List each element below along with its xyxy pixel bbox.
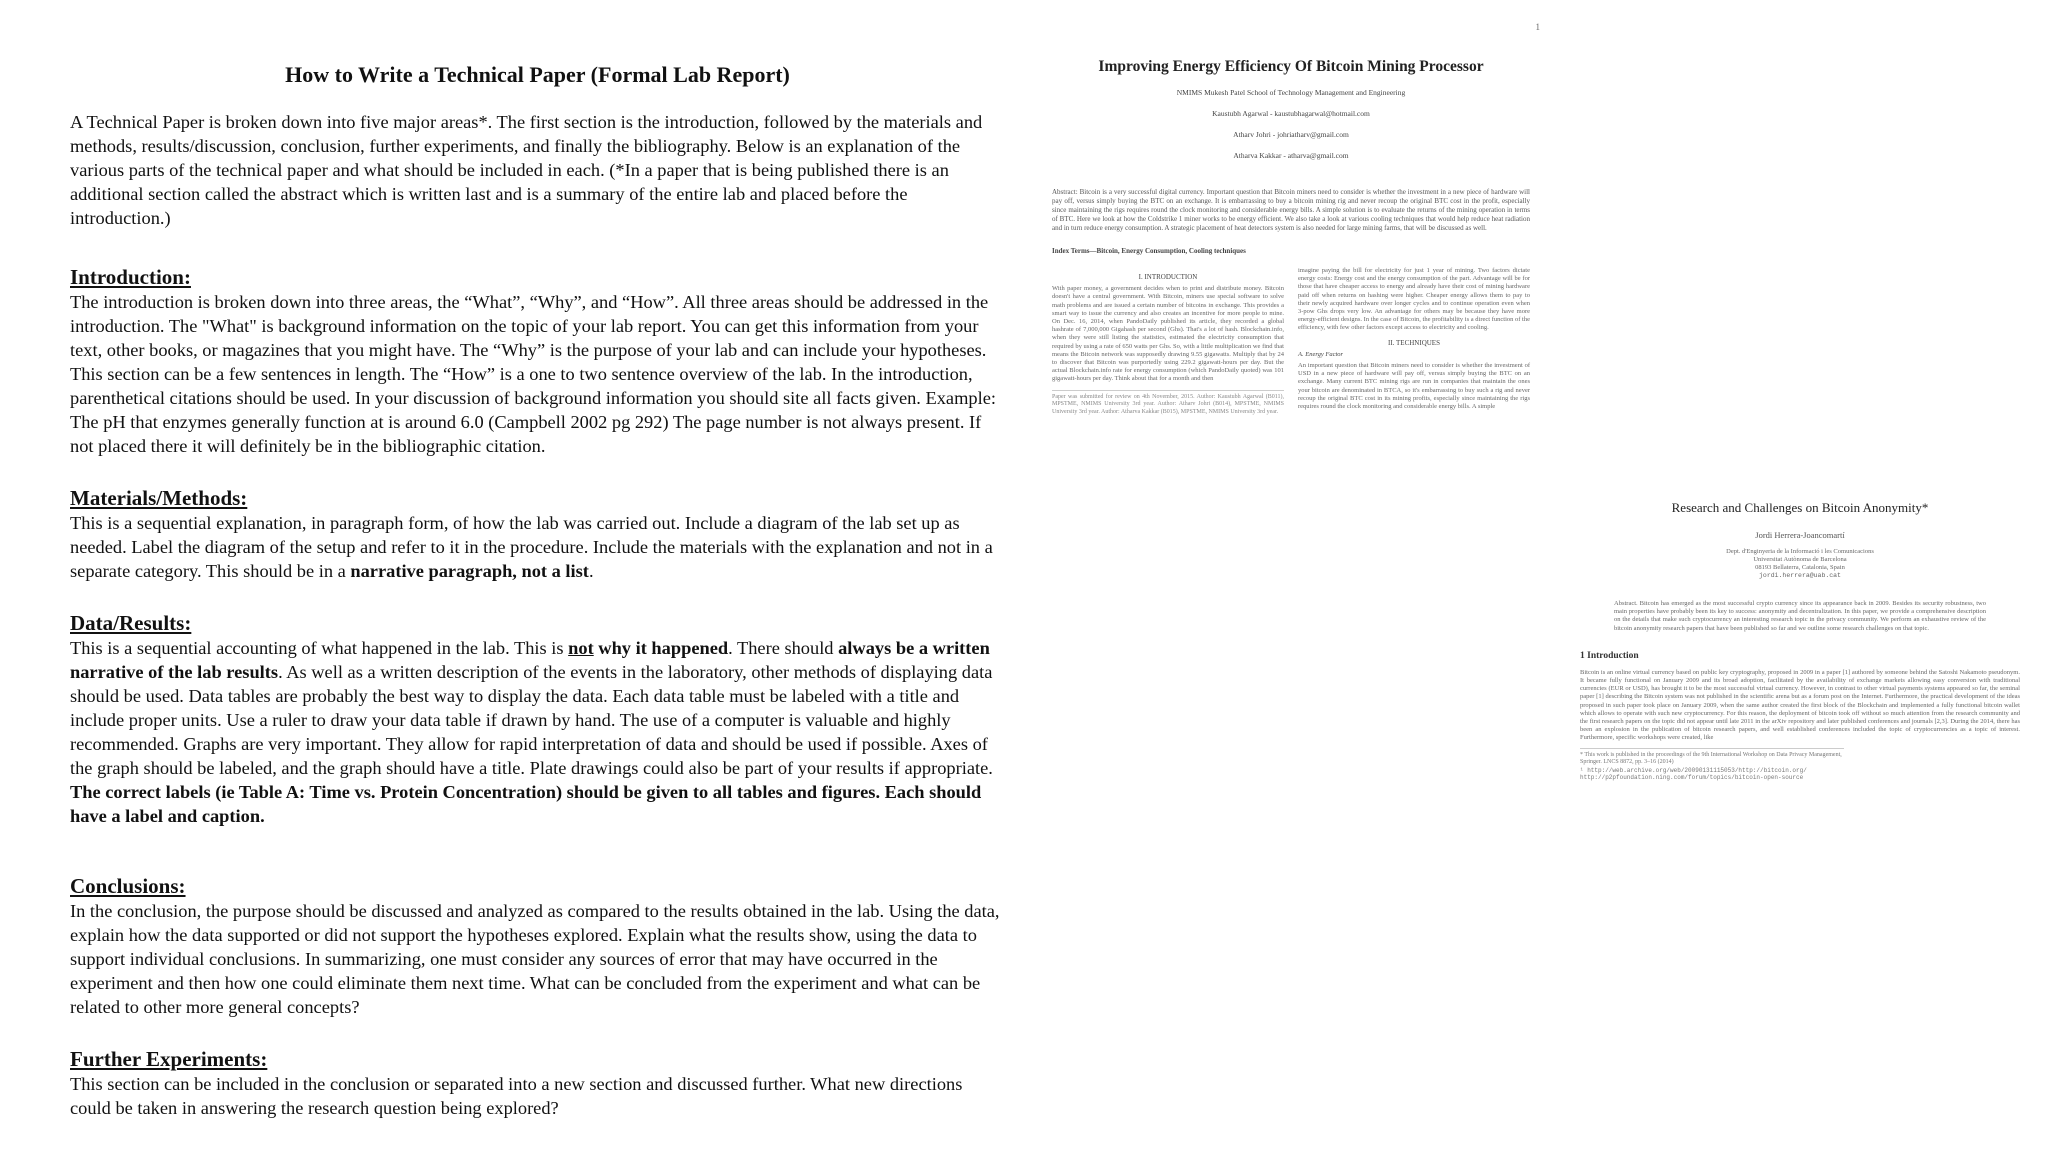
section-body: Bitcoin is an online virtual currency based on public key cryptography, proposed in 2009 in a paper [1] authored by someone behind the Satoshi Nakamoto pseudonym. It became fully functional on January 2009 and its broad adoption, facilitated by the availability of exchange markets allowing easy conversion with traditional currencies (EUR or USD), has brought it to be the most successful virtual currency. However, in contrast to other virtual payments systems appeared so far, the seminal paper [1] describing the Bitcoin system was not published in the scientific arena but as a forum post on the Internet. Furthermore, the practical development of the ideas proposed in such paper took place on January 2009, when the same author created the first block of the Blockchain and implemented a fully functional bitcoin wallet which allows to operate with such new cryptocurrency. For this reason, the deployment of bitcoin took off without so much attention from the research community and the first research papers on the topic did not appear until late 2011 in the arXiv repository and later published conferences and journals [2,3]. During the 2014, there has been an explosion in the publication of bitcoin research papers, and well established conferences included the topic of cryptocurrencies as a topic of interest. Furthermore, specific workshops were created, like (1580, 668, 2020, 742)
paper-abstract: Abstract: Bitcoin is a very successful digital currency. Important question that Bitcoin miners need to consider is whether the investment in a new piece of hardware will pay off, versus simply buying the BTC on an exchange. It is embarrassing to buy a bitcoin mining rig and never recoup the original BTC cost in the profit, especially since maintaining the rigs requires round the clock monitoring and considerable energy bills. A simple solution is to evaluate the returns of the mining operation in terms of BTC. Here we look at how the Coldstrike 1 miner works to be energy efficient. We also take a look at various cooling techniques that would help reduce heat radiation and in turn reduce energy consumption. A strategic placement of heat detectors system is also needed for large mining farms, that will be discussed as well. (1052, 188, 1530, 232)
subsection-heading: A. Energy Factor (1298, 350, 1344, 358)
materials-heading: Materials/Methods: (70, 486, 248, 510)
section-body: An important question that Bitcoin miners need to consider is whether the investment of USD in a new piece of hardware will pay off, versus simply buying the BTC on an exchange. Many current BTC mining rigs are run in companies that maintain the ones your bitcoin are denominated in BTCA, so it's embarrassing to buy such a rig and never recoup the original BTC cost in its mining profits, especially since maintaining the rigs requires round the clock monitoring and considerable energy bills. A simple (1298, 362, 1530, 411)
conclusions-heading: Conclusions: (70, 874, 186, 898)
paper-author: Atharva Kakkar - atharva@gmail.com (1233, 151, 1349, 160)
lab-report-page (70, 56, 1005, 1148)
paper-column-left (1052, 267, 1284, 416)
section-body: imagine paying the bill for electricity for just 1 year of mining. Two factors dictate energy costs: Energy cost and the energy consumption of the part. Advantage will be for those that have cheaper access to energy and already have their cost of mining hardware paid off when returns on hashing were higher. Cheaper energy allows them to pay to their newly acquired hardware over longer cycles and to continue operation even when 3-pow Ghs drops very low. An advantage for others may be because they have more energy-efficient designs. In the case of Bitcoin, the profitability is a direct function of the efficiency, with few other factors except access to electricity and cooling. (1298, 267, 1530, 332)
section-heading: II. TECHNIQUES (1388, 338, 1440, 347)
affiliation-line: 08193 Bellaterra, Catalonia, Spain (1755, 564, 1845, 571)
materials-text-end: . (588, 561, 594, 581)
footnote-url: http://p2pfoundation.ning.com/forum/topics/bitcoin-open-source (1580, 774, 1804, 782)
further-experiments-heading: Further Experiments: (70, 1047, 268, 1071)
materials-body (70, 511, 1005, 583)
paper-author: Atharv Johri - johriatharv@gmail.com (1233, 130, 1349, 139)
paper-abstract: Abstract. Bitcoin has emerged as the most successful crypto currency since its appearance back in 2009. Besides its security robustness, two main properties have probably been its key to success: anonymity and decentralization. In this paper, we provide a comprehensive description on the details that make such cryptocurrency an interesting research topic in the privacy community. We perform an exhaustive review of the bitcoin anonymity research papers that have been published so far and we outline some research challenges on that topic. (1614, 600, 1986, 632)
paper-affiliation (1580, 548, 2020, 580)
conclusions-section (70, 874, 1005, 1019)
footnote-url: ¹ http://web.archive.org/web/20090131115053/http://bitcoin.org/ (1580, 766, 1807, 774)
paper-author: Jordi Herrera-Joancomartí (1755, 530, 1845, 540)
index-terms: Index Terms—Bitcoin, Energy Consumption, Cooling techniques (1052, 247, 1246, 255)
introduction-body: The introduction is broken down into three areas, the “What”, “Why”, and “How”. All three areas should be addressed in the introduction. The "What" is background information on the topic of your lab report. You can get this information from your text, other books, or magazines that you might have. The “Why” is the purpose of your lab and can include your hypotheses. This section can be a few sentences in length. The “How” is a one to two sentence overview of the lab. In the introduction, parenthetical citations should be used. In your discussion of background information you should site all facts given. Example: The pH that enzymes generally function at is around 6.0 (Campbell 2002 pg 292) The page number is not always present. If not placed there it will definitely be in the bibliographic citation. (70, 292, 996, 456)
further-experiments-body: This section can be included in the conclusion or separated into a new section and discussed further. What new directions could be taken in answering the research question being explored? (70, 1074, 963, 1118)
affiliation-line: Universitat Autònoma de Barcelona (1753, 556, 1847, 563)
further-experiments-section (70, 1047, 1005, 1120)
results-not-emphasis: not (568, 638, 594, 658)
bitcoin-energy-paper-page (1052, 22, 1540, 682)
results-labels-emphasis: The correct labels (ie Table A: Time vs. Protein Concentration) should be given to all tables and figures. Each should have a label and caption. (70, 782, 982, 826)
section-heading: 1 Introduction (1580, 650, 1639, 661)
data-results-body (70, 636, 1005, 828)
results-why-emphasis: why it happened (593, 638, 729, 658)
paper-author: Kaustubh Agarwal - kaustubhagarwal@hotmail.com (1212, 109, 1370, 118)
affiliation-line: Dept. d'Enginyeria de la Informació i les Comunicacions (1726, 548, 1874, 555)
data-results-section (70, 611, 1005, 828)
materials-emphasis: narrative paragraph, not a list (350, 561, 589, 581)
paper-affiliation: NMIMS Mukesh Patel School of Technology Management and Engineering (1176, 88, 1406, 97)
conclusions-body: In the conclusion, the purpose should be discussed and analyzed as compared to the results obtained in the lab. Using the data, explain how the data supported or did not support the hypotheses explored. Explain what the results show, using the data to support individual conclusions. In summarizing, one must consider any sources of error that may have occurred in the experiment and then how one could eliminate them next time. What can be concluded from the experiment and what can be related to other more general concepts? (70, 901, 1000, 1017)
author-email: jordi.herrera@uab.cat (1759, 572, 1841, 579)
results-text-2: . There should (728, 638, 839, 658)
paper-title: Improving Energy Efficiency Of Bitcoin Mining Processor (1098, 58, 1484, 75)
paper-footnote (1580, 748, 1844, 782)
results-narrative-emphasis: always be a written narrative of the lab results (70, 638, 990, 682)
materials-text: This is a sequential explanation, in paragraph form, of how the lab was carried out. Include a diagram of the lab set up as needed. Label the diagram of the setup and refer to it in the procedure. Include the materials with the explanation and not in a separate category. This should be in a (70, 513, 993, 581)
introduction-section (70, 265, 1005, 458)
overview-paragraph: A Technical Paper is broken down into five major areas*. The first section is the introduction, followed by the materials and methods, results/discussion, conclusion, further experiments, and finally the bibliography. Below is an explanation of the various parts of the technical paper and what should be included in each. (*In a paper that is being published there is an additional section called the abstract which is written last and is a summary of the entire lab and placed before the introduction.) (70, 112, 983, 228)
paper-columns (1052, 267, 1530, 416)
results-text-3: . As well as a written description of the events in the laboratory, other methods of displaying data should be used. Data tables are probably the best way to display the data. Each data table must be labeled with a title and include proper units. Use a ruler to draw your data table if drawn by hand. The use of a computer is valuable and highly recommended. Graphs are very important. They allow for rapid interpretation of data and should be used if possible. Axes of the graph should be labeled, and the graph should have a title. Plate drawings could also be part of your results if appropriate. (70, 662, 993, 778)
page-number: 1 (1535, 22, 1540, 32)
paper-column-right (1298, 267, 1530, 416)
section-body: With paper money, a government decides when to print and distribute money. Bitcoin doesn't have a central government. With Bitcoin, miners use special software to solve math problems and are issued a certain number of bitcoins in exchange. This provides a smart way to issue the currency and also creates an incentive for more people to mine. On Dec. 16, 2014, when PandoDaily published its article, they recorded a global hashrate of 7,000,000 Gigahash per second (Ghs). That's a lot of hash. Blockchain.info, when they were still listing the statistics, estimated the electricity consumption that required by using a rate of 650 watts per Ghs. So, with a little multiplication we find that means the Bitcoin network was supposedly drawing 9.55 gigawatts. Multiply that by 24 to discover that Bitcoin was purportedly using 229.2 gigawatt-hours per day. But the actual Blockchain.info rate for energy consumption (which PandoDaily quoted) was 101 gigawatt-hours per day. Think about that for a month and then (1052, 285, 1284, 383)
document-title: How to Write a Technical Paper (Formal Lab Report) (285, 62, 790, 87)
paper-footnote: Paper was submitted for review on 4th November, 2015. Author: Kaustubh Agarwal (B011), MPSTME, NMIMS University 3rd year. Author: Atharv Johri (B014), MPSTME, NMIMS University 3rd year. Author: Atharva Kakkar (B015), MPSTME, NMIMS University 3rd year. (1052, 390, 1284, 417)
section-heading: I. INTRODUCTION (1138, 273, 1198, 281)
bitcoin-anonymity-paper-page (1580, 500, 2020, 782)
footnote-line: * This work is published in the proceedings of the 9th International Workshop on Data Privacy Management, Springer. LNCS 8872, pp. 3–16 (2014) (1580, 751, 1842, 766)
data-results-heading: Data/Results: (70, 611, 192, 635)
results-text: This is a sequential accounting of what happened in the lab. This is (70, 638, 569, 658)
materials-section (70, 486, 1005, 583)
introduction-heading: Introduction: (70, 265, 191, 289)
paper-title: Research and Challenges on Bitcoin Anonymity* (1671, 500, 1929, 515)
